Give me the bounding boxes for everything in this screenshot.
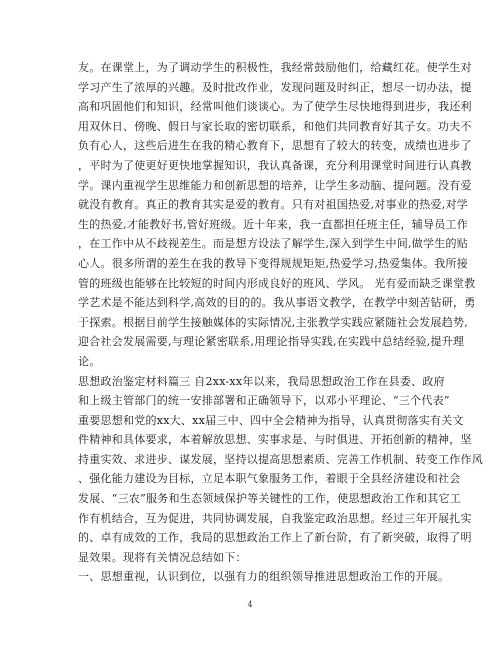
page-number: 4 — [247, 600, 253, 609]
text-line: 思想政治鉴定材料篇三 自2xx-xx年以来，我局思想政治工作在县委、政府 — [78, 374, 445, 388]
text-line: 、强化能力建设为目标，立足本职气象服务工作，着眼于全县经济建设和社会 — [78, 472, 461, 486]
text-line: 管的班级也能够在比较短的时间内形成良好的班风、学风。 光有爱而缺乏课堂教 — [78, 276, 476, 290]
text-line: 件精神和具体要求，本着解放思想、实事求是、与时俱进、开拓创新的精神，坚 — [78, 433, 472, 447]
text-line: 生的热爱,才能教好书,管好班级。近十年来，我一直都担任班主任，辅导员工作 — [78, 217, 468, 231]
body-text — [78, 58, 483, 587]
text-line: 持重实效、求进步、谋发展，坚持以提高思想素质、完善工作机制、转变工作作风 — [78, 452, 483, 466]
text-line: 发展、“三农”服务和生态领域保护等关键性的工作，使思想政治工作和其它工 — [78, 492, 461, 506]
text-line: ，在工作中从不歧视差生。而是想方设法了解学生,深入到学生中间,做学生的贴 — [78, 237, 468, 251]
text-line: 的、卓有成效的工作，我局的思想政治工作上了新台阶，有了新突破，取得了明 — [78, 531, 472, 545]
text-line: ，平时为了使更好更快地掌握知识，我认真备课，充分利用课堂时间进行认真教 — [78, 158, 472, 172]
text-line: 和上级主管部门的统一安排部署和正确领导下，以邓小平理论、“三个代表” — [78, 394, 450, 408]
text-line: 迎合社会发展需要,与理论紧密联系,用理论指导实践,在实践中总结经验,提升理 — [78, 335, 465, 349]
text-line: 高和巩固他们和知识，经常叫他们谈谈心。为了使学生尽快地得到进步，我还利 — [78, 100, 472, 114]
text-line: 作有机结合，互为促进，共同协调发展，自我鉴定政治思想。经过三年开展扎实 — [78, 511, 472, 525]
text-line: 重要思想和党的xx大、xx届三中、四中全会精神为指导，认真贯彻落实有关文 — [78, 413, 464, 427]
text-line: 一、思想重视，认识到位，以强有力的组织领导推进思想政治工作的开展。 — [78, 570, 450, 584]
text-line: 论。 — [78, 354, 101, 368]
text-line: 友。在课堂上，为了调动学生的积极性，我经常鼓励他们，给藏红花。使学生对 — [78, 61, 472, 74]
text-line: 学习产生了浓厚的兴趣。及时批改作业，发现问题及时纠正，想尽一切办法，提 — [78, 80, 472, 94]
text-line: 于探索。根据目前学生接触媒体的实际情况,主张教学实践应紧随社会发展趋势, — [78, 315, 468, 329]
text-line: 显效果。现将有关情况总结如下： — [78, 550, 247, 564]
text-line: 负有心人，这些后进生在我的精心教育下，思想有了较大的转变，成绩也进步了 — [78, 139, 472, 153]
text-line: 学。课内重视学生思维能力和创新思想的培养，让学生多动脑、提问题。没有爱 — [78, 178, 472, 192]
text-line: 用双休日、傍晚、假日与家长取的密切联系，和他们共同教育好其子女。功夫不 — [78, 119, 472, 133]
text-line: 就没有教育。真正的教育其实是爱的教育。只有对祖国热爱,对事业的热爱,对学 — [78, 198, 468, 212]
text-line: 心人。很多所谓的差生在我的教导下变得规规矩矩,热爱学习,热爱集体。我所接 — [78, 256, 468, 270]
text-line: 学艺术是不能达到科学,高效的目的的。我从事语文教学，在教学中刻苦钻研，勇 — [78, 296, 476, 310]
